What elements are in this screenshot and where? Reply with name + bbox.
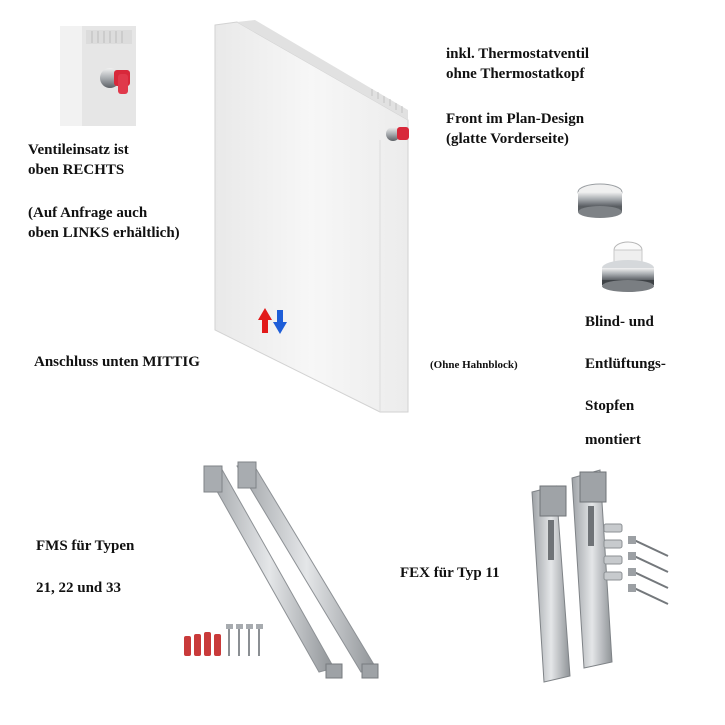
fms-screws-image bbox=[184, 624, 263, 656]
thermostat-note-line-1: inkl. Thermostatventil bbox=[446, 46, 590, 62]
blind-plug-image bbox=[578, 184, 622, 218]
valve-note-line-2: oben RECHTS bbox=[28, 162, 125, 178]
radiator-image bbox=[215, 20, 409, 412]
fex-bracket-image bbox=[532, 470, 612, 682]
fex-screws-image bbox=[604, 524, 668, 604]
valve-detail-image bbox=[60, 26, 136, 126]
thermostat-note-line-2: ohne Thermostatkopf bbox=[446, 66, 585, 82]
fms-bracket-image bbox=[204, 462, 378, 678]
fex-note: FEX für Typ 11 bbox=[400, 565, 500, 581]
plugs-note-line-3: Stopfen bbox=[585, 398, 635, 414]
connection-note: Anschluss unten MITTIG bbox=[34, 354, 200, 370]
valve-note-line-3: (Auf Anfrage auch bbox=[28, 205, 148, 221]
fms-note-line-2: 21, 22 und 33 bbox=[36, 580, 122, 596]
venting-plug-image bbox=[602, 242, 654, 292]
fms-note-line-1: FMS für Typen bbox=[36, 538, 135, 554]
front-note-line-1: Front im Plan-Design bbox=[446, 111, 585, 127]
plugs-note-line-2: Entlüftungs- bbox=[585, 356, 666, 372]
plugs-note-line-1: Blind- und bbox=[585, 314, 654, 330]
front-note-line-2: (glatte Vorderseite) bbox=[446, 131, 569, 147]
valve-note-line-4: oben LINKS erhältlich) bbox=[28, 225, 180, 241]
hahnblock-note: (Ohne Hahnblock) bbox=[430, 359, 518, 371]
plugs-note-line-4: montiert bbox=[585, 432, 641, 448]
valve-note-line-1: Ventileinsatz ist bbox=[28, 142, 129, 158]
